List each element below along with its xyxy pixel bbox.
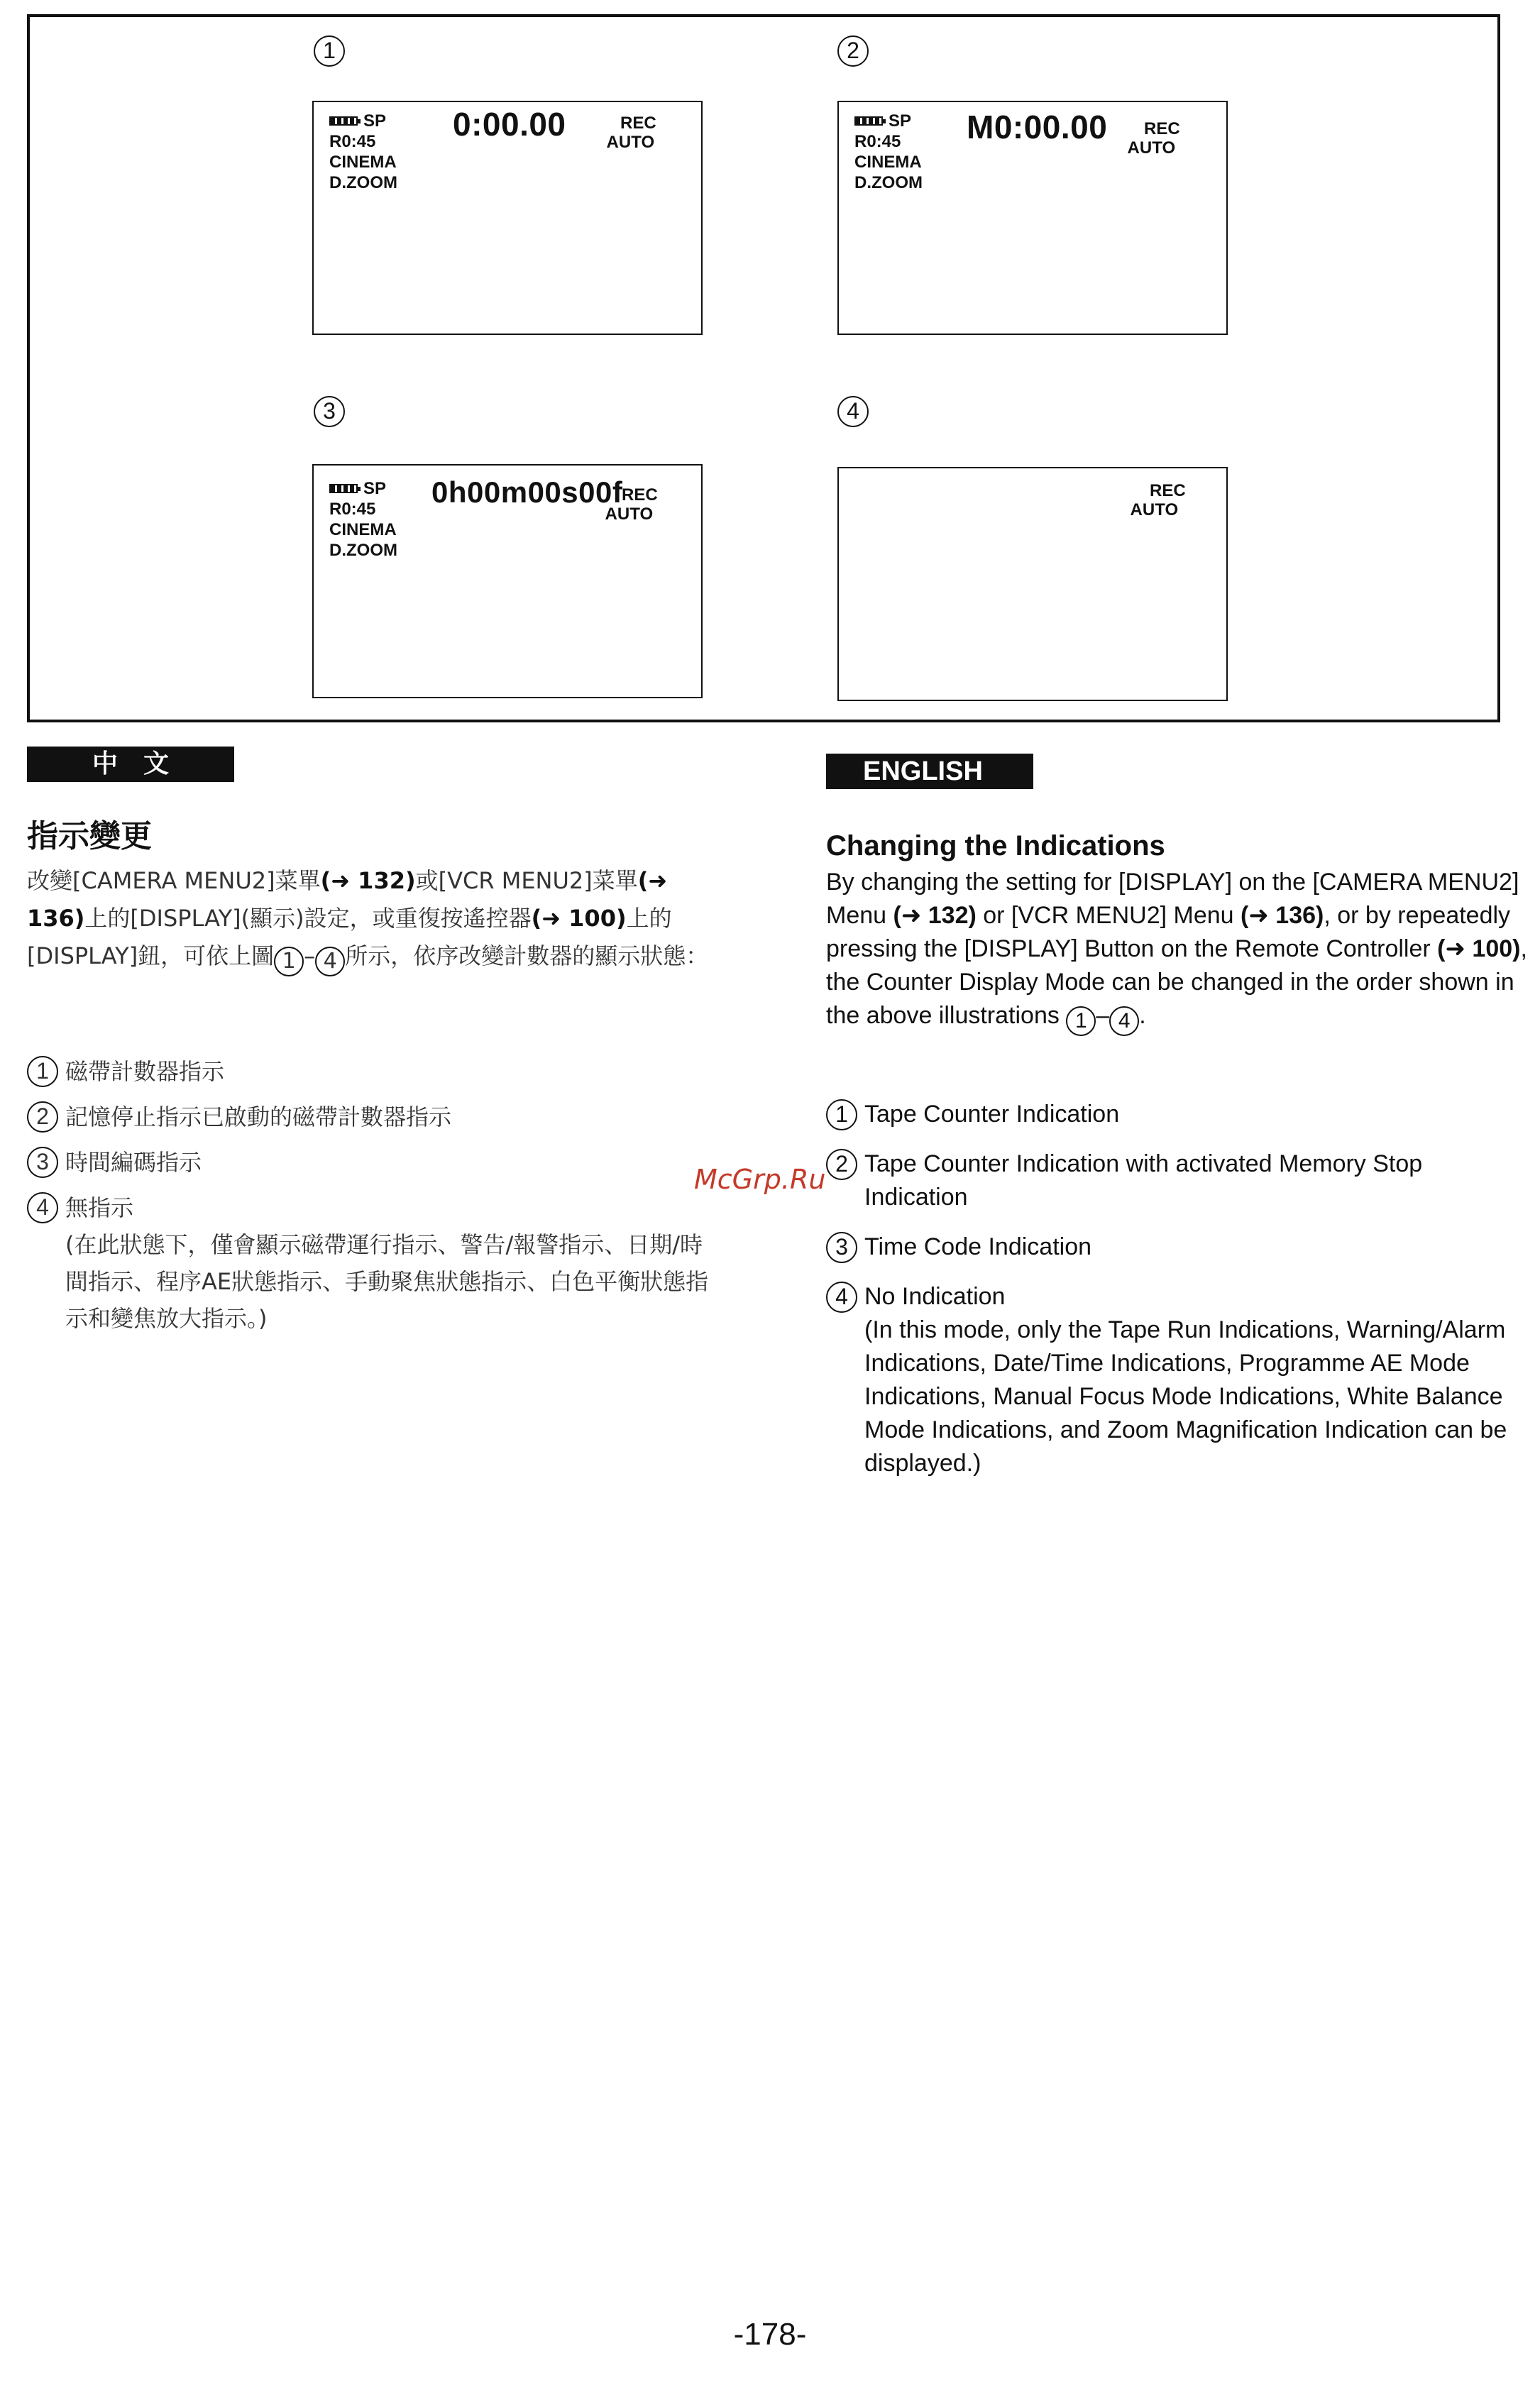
list-item: 4 No Indication bbox=[826, 1280, 1529, 1314]
illustration-frame bbox=[27, 14, 1500, 722]
tape-speed: SP bbox=[363, 479, 387, 498]
english-label: ENGLISH bbox=[826, 754, 1033, 789]
screen-2 bbox=[837, 101, 1228, 335]
list-item: 4 無指示 bbox=[27, 1189, 722, 1226]
screen-1 bbox=[312, 101, 703, 335]
cinema-indicator: CINEMA bbox=[854, 153, 922, 172]
screen-4-number: 4 bbox=[837, 396, 869, 427]
list-item: 3 Time Code Indication bbox=[826, 1230, 1529, 1264]
english-note: (In this mode, only the Tape Run Indications, Warning/Alarm Indications, Date/Time Indications, Programme AE Mode Indications, Manual Focus Mode Indications, White Balance Mode Indications, and Zoom Magnification Indication can be displayed.) bbox=[864, 1316, 1507, 1477]
battery-icon bbox=[329, 484, 358, 493]
cinema-indicator: CINEMA bbox=[329, 520, 397, 539]
english-paragraph: By changing the setting for [DISPLAY] on the [CAMERA MENU2] Menu (➜ 132) or [VCR MENU2] Menu (➜ 136), or by repeatedly pressing the [DISPLAY] Button on the Remote Controller (➜ 100), the Counter Display Mode can be changed in the order shown in the above illustrations 1 – 4 . bbox=[826, 866, 1529, 1036]
screen-1-counter: 0:00.00 bbox=[453, 106, 566, 143]
screen-3-indicators bbox=[329, 478, 397, 561]
screen-3-number: 3 bbox=[314, 396, 345, 427]
chinese-label: 中 文 bbox=[27, 747, 234, 782]
screen-3-rec: REC AUTO bbox=[605, 485, 658, 524]
list-item: 2 Tape Counter Indication with activated Memory Stop Indication bbox=[826, 1147, 1529, 1214]
remaining-time: R0:45 bbox=[854, 132, 901, 151]
english-title: Changing the Indications bbox=[826, 830, 1165, 861]
range-end-number: 4 bbox=[315, 947, 345, 976]
range-start-number: 1 bbox=[1066, 1006, 1096, 1036]
list-item: 3 時間編碼指示 bbox=[27, 1144, 722, 1181]
remaining-time: R0:45 bbox=[329, 132, 376, 151]
english-list bbox=[826, 1098, 1529, 1480]
tape-speed: SP bbox=[363, 111, 387, 131]
screen-2-counter: M0:00.00 bbox=[967, 109, 1108, 145]
list-item: 1 Tape Counter Indication bbox=[826, 1098, 1529, 1131]
dzoom-indicator: D.ZOOM bbox=[329, 173, 397, 192]
screen-1-rec: REC AUTO bbox=[606, 114, 656, 152]
chinese-note: (在此狀態下，僅會顯示磁帶運行指示、警告/報警指示、日期/時間指示、程序AE狀態指示、手動聚焦狀態指示、白色平衡狀態指示和變焦放大指示。) bbox=[65, 1231, 709, 1332]
watermark: McGrp.Ru bbox=[694, 1164, 826, 1195]
battery-icon bbox=[854, 116, 883, 126]
screen-4-rec: REC AUTO bbox=[1130, 481, 1186, 519]
dzoom-indicator: D.ZOOM bbox=[854, 173, 923, 192]
screen-2-indicators bbox=[854, 111, 923, 193]
battery-icon bbox=[329, 116, 358, 126]
screen-2-rec: REC AUTO bbox=[1127, 119, 1180, 158]
tape-speed: SP bbox=[889, 111, 912, 131]
dzoom-indicator: D.ZOOM bbox=[329, 541, 397, 560]
screen-3-counter: 0h00m00s00f bbox=[431, 475, 623, 509]
screen-1-indicators bbox=[329, 111, 397, 193]
range-start-number: 1 bbox=[274, 947, 304, 976]
chinese-paragraph: 改變[CAMERA MENU2]菜單(➜ 132)或[VCR MENU2]菜單(➜ 136)上的[DISPLAY](顯示)設定，或重復按遙控器(➜ 100)上的[DISPLAY]鈕，可依上圖 1 – 4 所示，依序改變計數器的顯示狀態： bbox=[27, 862, 715, 976]
chinese-list bbox=[27, 1053, 722, 1337]
page-number: -178- bbox=[733, 2317, 807, 2352]
list-item: 1 磁帶計數器指示 bbox=[27, 1053, 722, 1090]
chinese-title: 指示變更 bbox=[27, 818, 152, 854]
list-item: 2 記憶停止指示已啟動的磁帶計數器指示 bbox=[27, 1098, 722, 1135]
range-end-number: 4 bbox=[1109, 1006, 1139, 1036]
cinema-indicator: CINEMA bbox=[329, 153, 397, 172]
screen-4 bbox=[837, 467, 1228, 701]
screen-1-number: 1 bbox=[314, 35, 345, 67]
remaining-time: R0:45 bbox=[329, 500, 376, 519]
screen-2-number: 2 bbox=[837, 35, 869, 67]
screen-3 bbox=[312, 464, 703, 698]
